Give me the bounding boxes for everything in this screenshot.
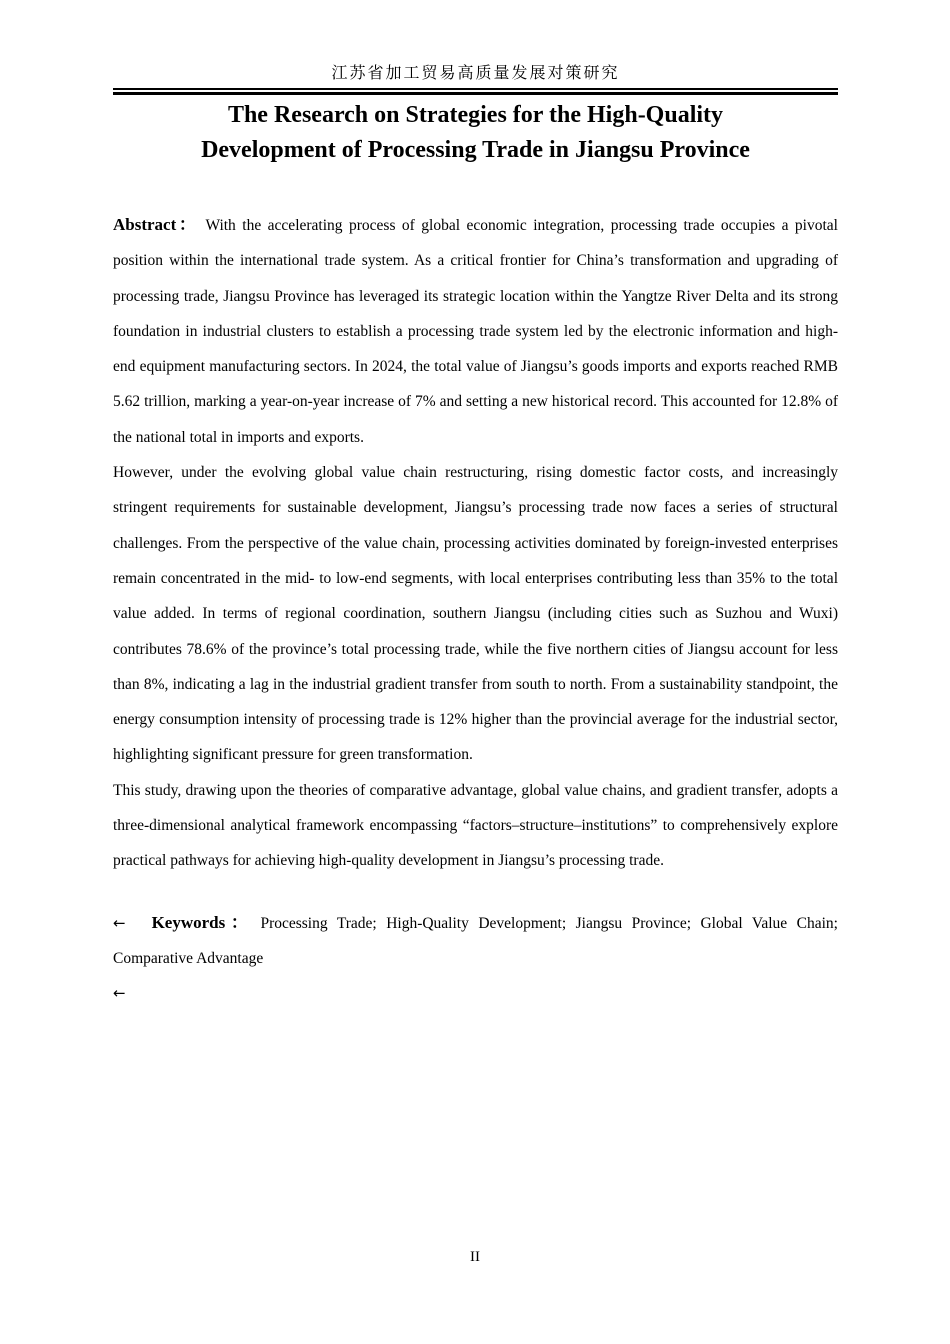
document-title-line-1: The Research on Strategies for the High-Quality: [227, 102, 724, 128]
document-title: [113, 98, 838, 168]
abstract-paragraph-1: [113, 207, 838, 455]
trailing-paragraph-mark: [113, 976, 838, 1011]
document-title-line-2: Development of Processing Trade in Jiangsu Province: [201, 137, 750, 163]
return-arrow-icon: ←: [113, 984, 126, 1003]
abstract-paragraph-2: However, under the evolving global value chain restructuring, rising domestic factor costs, and increasingly stringent requirements for sustainable development, Jiangsu’s processing trade now faces a series of structural challenges. From the perspective of the value chain, processing activities dominated by foreign-invested enterprises remain concentrated in the mid- to low-end segments, with local enterprises contributing less than 35% to the total value added. In terms of regional coordination, southern Jiangsu (including cities such as Suzhou and Wuxi) contributes 78.6% of the province’s total processing trade, while the five northern cities of Jiangsu account for less than 8%, indicating a lag in the industrial gradient transfer from south to north. From a sustainability standpoint, the energy consumption intensity of processing trade is 12% higher than the provincial average for the industrial sector, highlighting significant pressure for green transformation.: [113, 464, 838, 764]
running-title: 江苏省加工贸易高质量发展对策研究: [331, 65, 620, 82]
abstract-label: Abstract：: [113, 215, 199, 234]
keywords-text: Processing Trade; High-Quality Development; Jiangsu Province; Global Value Chain; Comparative Advantage: [113, 914, 838, 967]
keywords-paragraph: [113, 905, 838, 977]
abstract-paragraph-3: This study, drawing upon the theories of comparative advantage, global value chains, and gradient transfer, adopts a three-dimensional analytical framework encompassing “factors–structure–institutions” to comprehensively explore practical pathways for achieving high-quality development in Jiangsu’s processing trade.: [113, 781, 838, 870]
abstract-section: [113, 207, 838, 1012]
header-divider-double-rule: [113, 88, 838, 95]
keywords-label: Keywords：: [151, 912, 254, 932]
return-arrow-icon: ←: [113, 913, 126, 932]
abstract-paragraph-1-text: With the accelerating process of global economic integration, processing trade occupies a pivotal position within the international trade system. As a critical frontier for China’s transformation and upgrading of processing trade, Jiangsu Province has leveraged its strategic location within the Yangtze River Delta and its strong foundation in industrial clusters to establish a processing trade system led by the electronic information and high-end equipment manufacturing sectors. In 2024, the total value of Jiangsu’s goods imports and exports reached RMB 5.62 trillion, marking a year-on-year increase of 7% and setting a new historical record. This accounted for 12.8% of the national total in imports and exports.: [113, 217, 838, 446]
page-number: II: [470, 1249, 480, 1265]
